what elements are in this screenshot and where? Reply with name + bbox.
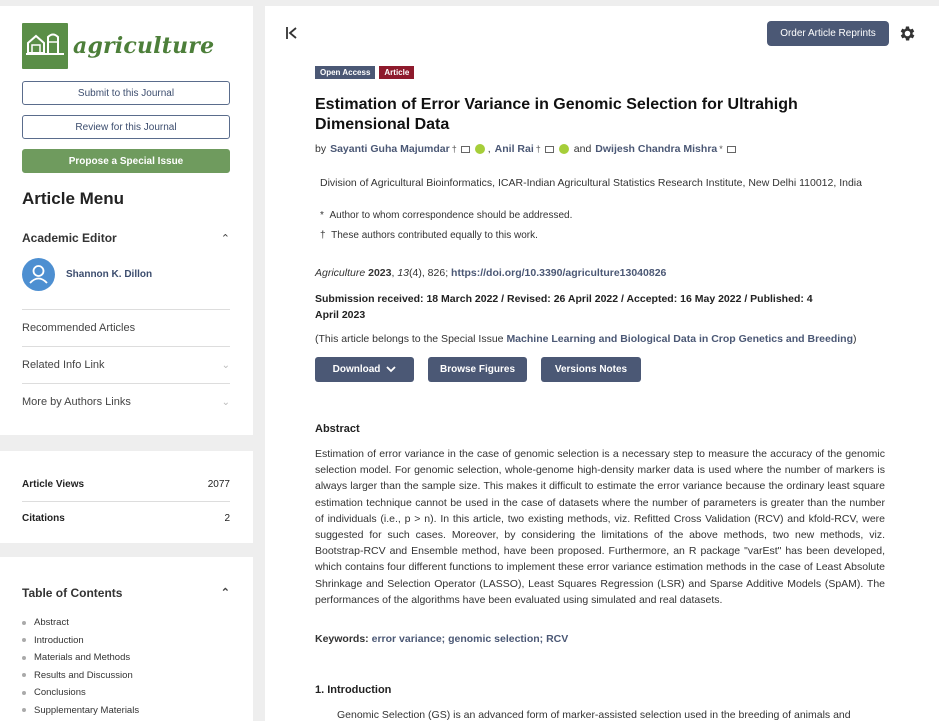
author-separator: , [487,143,491,155]
academic-editor-label: Academic Editor [22,231,117,245]
dagger-mark: † [320,230,326,241]
introduction-text: Genomic Selection (GS) is an advanced form of marker-assisted selection used in the breeding of animals and [337,709,851,721]
collapse-sidebar-icon[interactable] [285,26,299,40]
toc-list [22,614,139,719]
versions-notes-button[interactable]: Versions Notes [541,357,641,382]
toc-toggle[interactable] [22,586,230,600]
submit-button[interactable]: Submit to this Journal [22,81,230,105]
article-title: Estimation of Error Variance in Genomic Selection for Ultrahigh Dimensional Data [315,96,798,133]
asterisk-mark: * [320,210,324,221]
download-label: Download [332,364,381,375]
divider [22,501,230,502]
article-views-label: Article Views [22,479,85,490]
affiliation: Division of Agricultural Bioinformatics, ICAR-Indian Agricultural Statistics Research Institute, New Delhi 110012, India [320,177,862,189]
introduction-heading: 1. Introduction [315,684,392,696]
author-link[interactable]: Anil Rai [494,143,534,155]
chevron-down-icon [386,366,396,373]
doi-link[interactable]: https://doi.org/10.3390/agriculture13040826 [451,267,667,279]
article-menu-title: Article Menu [22,189,125,208]
citation-rest: (4), 826; [409,267,449,279]
orcid-icon[interactable] [559,144,569,154]
chevron-down-icon: ⌄ [221,396,230,408]
order-reprints-button[interactable]: Order Article Reprints [767,21,889,46]
author-list [315,143,738,155]
toc-title: Table of Contents [22,586,123,600]
barn-icon [22,23,68,69]
sidebar-item-label: Related Info Link [22,359,105,371]
equal-contribution-note [320,230,538,241]
orcid-icon[interactable] [475,144,485,154]
article-views-row [22,479,230,490]
article-badges [315,66,414,79]
download-button[interactable] [315,357,414,382]
toc-item-label: Conclusions [34,687,86,699]
bullet-icon [22,621,26,625]
article-dates: Submission received: 18 March 2022 / Revised: 26 April 2022 / Accepted: 16 May 2022 / Published: 4 April 2023 [315,293,813,321]
journal-logo[interactable] [22,23,214,69]
keywords-list[interactable]: error variance; genomic selection; RCV [371,633,569,645]
citations-value: 2 [224,513,230,524]
toc-item[interactable] [22,702,139,720]
citation-journal: Agriculture [315,267,366,279]
article-type-badge: Article [379,66,414,79]
open-access-badge: Open Access [315,66,375,79]
toc-item-label: Materials and Methods [34,652,131,664]
abstract-heading: Abstract [315,423,360,435]
bullet-icon [22,673,26,677]
envelope-icon[interactable] [727,146,736,153]
citation-line: Agriculture 2023, 13(4), 826; https://doi.org/10.3390/agriculture13040826 [315,267,667,279]
chevron-up-icon: ⌃ [220,232,230,245]
editor-entry[interactable] [22,258,152,291]
envelope-icon[interactable] [545,146,554,153]
sidebar-item-recommended[interactable] [22,309,230,346]
author-link[interactable]: Sayanti Guha Majumdar [330,143,450,155]
toc-item[interactable] [22,632,139,650]
asterisk-mark: * [719,144,723,154]
journal-name: agriculture [73,33,215,59]
toc-item-label: Results and Discussion [34,669,133,681]
special-issue-prefix: (This article belongs to the Special Issue [315,333,507,345]
keywords-line [315,633,568,645]
special-issue-suffix: ) [853,333,857,345]
propose-special-issue-button[interactable]: Propose a Special Issue [22,149,230,173]
gear-icon[interactable] [898,24,917,43]
citation-year: 2023 [368,267,392,279]
by-label: by [315,143,327,155]
bullet-icon [22,691,26,695]
equal-contribution-text: These authors contributed equally to this work. [331,230,538,241]
envelope-icon[interactable] [461,146,470,153]
browse-figures-button[interactable]: Browse Figures [428,357,527,382]
sidebar-panel-stats [0,451,253,543]
toc-item-label: Abstract [34,617,69,629]
chevron-down-icon: ⌄ [221,359,230,371]
toc-item[interactable] [22,684,139,702]
special-issue-link[interactable]: Machine Learning and Biological Data in Crop Genetics and Breeding [506,333,853,345]
bullet-icon [22,656,26,660]
author-separator: and [573,143,592,155]
user-avatar-icon [22,258,55,291]
toc-item[interactable] [22,614,139,632]
bullet-icon [22,708,26,712]
sidebar-item-label: Recommended Articles [22,322,136,334]
author-link[interactable]: Dwijesh Chandra Mishra [595,143,718,155]
toc-item-label: Supplementary Materials [34,704,140,716]
sidebar-item-label: More by Authors Links [22,396,131,408]
toc-item[interactable] [22,667,139,685]
review-button[interactable]: Review for this Journal [22,115,230,139]
toc-item-label: Introduction [34,634,84,646]
editor-name[interactable]: Shannon K. Dillon [66,269,153,280]
academic-editor-toggle[interactable] [22,231,230,245]
dagger-mark: † [535,144,541,154]
citations-row [22,513,230,524]
citation-volume: 13 [397,267,410,279]
abstract-text: Estimation of error variance in the case of genomic selection is a necessary step to measure the accuracy of the genomic selection model. For genomic selection, whole-genome high-density marker data is used where the number of markers is always larger than the sample size. This makes it difficult to estimate the error variance because the ordinary least square estimation technique cannot be used in the case of datasets where the number of parameters is greater than the number of individuals (i.e., p > n). In this article, two existing methods, viz. Refitted Cross Validation (RCV) and kfold-RCV, were suggested for such cases. Moreover, by considering the limitations of the above methods, two new methods, viz. Bootstrap-RCV and Ensemble method, have been proposed. Furthermore, an R package "varEst" has been developed, which contains four different functions to implement these error variance estimation methods in the case of Least Absolute Shrinkage and Selection Operator (LASSO), Least Squares Regression (LSR) and Sparse Additive Models (SpAM). The performances of the algorithms have been evaluated using simulated and real datasets. [315,448,885,606]
sidebar-item-related-info[interactable] [22,346,230,383]
chevron-up-icon: ⌃ [220,587,230,599]
toc-item[interactable] [22,649,139,667]
corresponding-note [320,210,572,221]
corresponding-note-text: Author to whom correspondence should be addressed. [329,210,573,221]
sidebar-item-authors-links[interactable] [22,383,230,420]
dagger-mark: † [451,144,457,154]
bullet-icon [22,638,26,642]
article-views-value: 2077 [207,479,230,490]
keywords-label: Keywords: [315,633,369,645]
citations-label: Citations [22,513,65,524]
special-issue-line [315,333,857,345]
